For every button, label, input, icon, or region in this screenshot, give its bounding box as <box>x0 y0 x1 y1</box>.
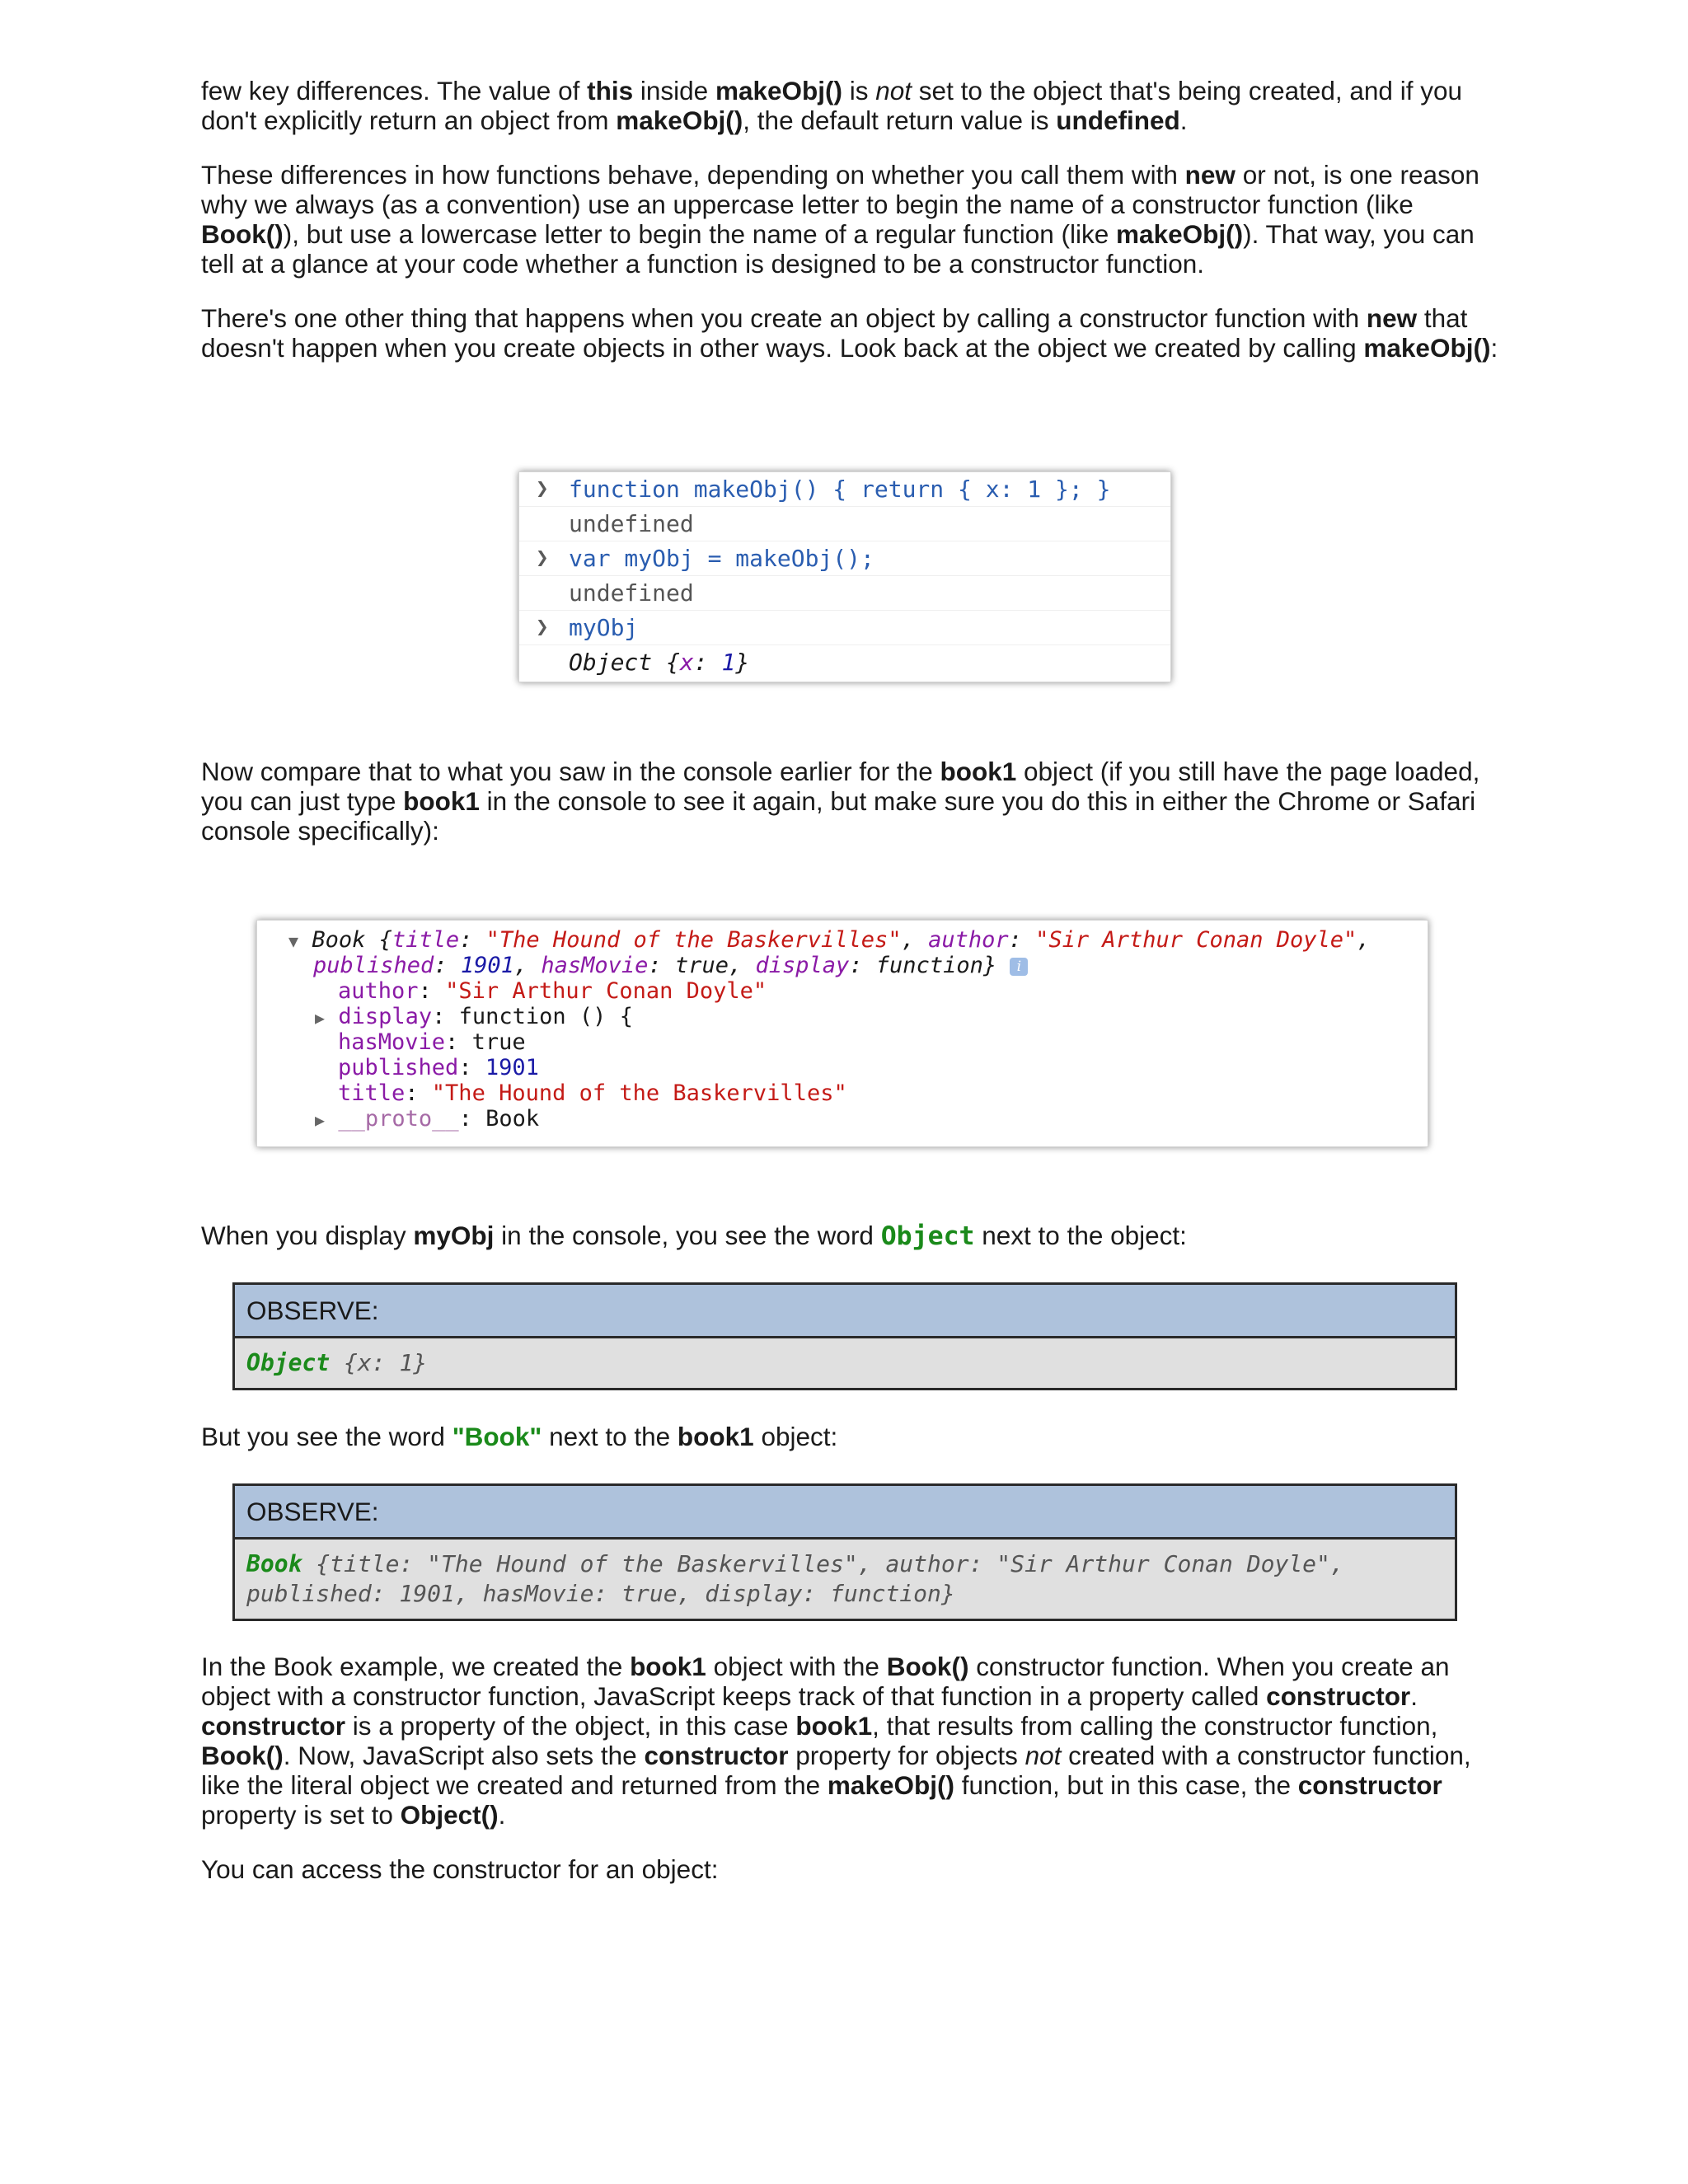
text-run: object with the <box>706 1652 887 1681</box>
text-run: is a property of the object, in this case <box>345 1711 796 1741</box>
console-line: published: 1901 <box>338 1055 539 1080</box>
code-term: this <box>587 76 634 105</box>
prop-value: "Sir Arthur Conan Doyle" <box>445 978 767 1004</box>
expand-triangle-icon[interactable]: ▶ <box>315 1008 326 1028</box>
text-run: { <box>365 927 392 953</box>
text-run: : <box>693 649 722 676</box>
code-term: makeObj() <box>715 76 842 105</box>
console-output: undefined <box>569 510 694 537</box>
prop-value: "The Hound of the Baskervilles" <box>431 1080 847 1106</box>
info-icon[interactable]: i <box>1010 958 1028 976</box>
result-key: x <box>679 649 694 676</box>
code-term: Book() <box>886 1652 969 1681</box>
text-run: created with a constructor function, like the literal object we created and returned from the <box>201 1741 1471 1800</box>
console-line: author: "Sir Arthur Conan Doyle" <box>338 978 767 1004</box>
text-run: , <box>1357 927 1371 953</box>
paragraph-3 <box>201 303 1503 363</box>
console-line <box>519 507 1170 541</box>
prompt-chevron-icon: ❯ <box>536 615 549 640</box>
prop-key: title <box>392 927 460 953</box>
observe-code <box>235 1540 1455 1619</box>
code-term: makeObj() <box>827 1770 954 1800</box>
code-type: Book <box>246 1550 302 1577</box>
code-term: constructor <box>1297 1770 1442 1800</box>
console-input: var myObj = makeObj(); <box>569 545 874 572</box>
code-term: Object() <box>400 1800 499 1830</box>
text-run: set to the object that's being created, and if you don't explicitly return an object from <box>201 76 1462 135</box>
text-run: or not, is one reason why we always (as a convention) use an uppercase letter to begin the name of a constructor function (like <box>201 160 1479 219</box>
console-input: myObj <box>569 614 639 641</box>
prop-value: true <box>471 1029 526 1055</box>
text-run: . <box>1410 1681 1418 1711</box>
observe-heading: OBSERVE: <box>235 1486 1455 1540</box>
code-term: book1 <box>940 757 1017 786</box>
code-type: Object <box>246 1349 331 1376</box>
code-term: undefined <box>1056 105 1180 135</box>
expand-triangle-icon[interactable]: ▶ <box>315 1110 326 1130</box>
console-line <box>519 576 1170 611</box>
text-run: few key differences. The value of <box>201 76 588 105</box>
code-term-green: Object <box>880 1221 975 1251</box>
code-term: new <box>1184 160 1236 190</box>
paragraph-2 <box>201 160 1503 279</box>
paragraph-8 <box>201 1854 1503 1884</box>
console-screenshot-book1 <box>256 920 1428 1147</box>
text-run: inside <box>633 76 715 105</box>
prompt-chevron-icon: ❯ <box>536 546 549 570</box>
observe-heading: OBSERVE: <box>235 1285 1455 1338</box>
observe-box <box>232 1483 1457 1621</box>
text-run: object (if you still have the page loaded, you can just type <box>201 757 1480 816</box>
text-run: . <box>1179 105 1188 135</box>
prop-value: function () { <box>458 1004 633 1029</box>
prop-value: 1901 <box>485 1055 539 1080</box>
text-run: There's one other thing that happens when you create an object by calling a constructor function with <box>201 303 1367 333</box>
text-run: You can access the constructor for an object: <box>201 1854 719 1884</box>
text-run: in the console, you see the word <box>494 1221 881 1250</box>
code-term-green: "Book" <box>452 1422 542 1451</box>
console-line: ▼ Book {title: "The Hound of the Baskervilles", author: "Sir Arthur Conan Doyle", <box>288 927 1371 953</box>
prop-value: "The Hound of the Baskervilles" <box>485 927 902 953</box>
text-run: property for objects <box>788 1741 1025 1770</box>
prop-key: display <box>755 953 850 978</box>
console-line <box>519 541 1170 576</box>
prompt-chevron-icon: ❯ <box>536 476 549 501</box>
code-term: constructor <box>644 1741 789 1770</box>
code-term: makeObj() <box>616 105 743 135</box>
console-line <box>519 645 1170 679</box>
console-line: title: "The Hound of the Baskervilles" <box>338 1080 847 1106</box>
prop-key: display <box>338 1004 433 1029</box>
prop-key: published <box>313 953 434 978</box>
text-run: } <box>735 649 750 676</box>
code-term: book1 <box>795 1711 873 1741</box>
text-run: Now compare that to what you saw in the console earlier for the <box>201 757 940 786</box>
text-run: {title: "The Hound of the Baskervilles", author: "Sir Arthur Conan Doyle", <box>302 1550 1344 1577</box>
code-term: book1 <box>630 1652 706 1681</box>
console-line: hasMovie: true <box>338 1029 526 1055</box>
result-value: 1 <box>721 649 736 676</box>
text-run: object: <box>753 1422 838 1451</box>
console-line: ▶ __proto__: Book <box>315 1106 540 1132</box>
text-run: that doesn't happen when you create objects in other ways. Look back at the object we created by calling <box>201 303 1468 363</box>
paragraph-5 <box>201 1221 1503 1251</box>
text-run: constructor function. When you create an object with a constructor function, JavaScript keeps track of that function in a property called <box>201 1652 1450 1711</box>
text-run: next to the object: <box>974 1221 1187 1250</box>
text-run: {x: 1} <box>330 1349 428 1376</box>
console-result <box>569 645 749 679</box>
text-run: next to the <box>542 1422 678 1451</box>
prop-value: 1901 <box>460 953 514 978</box>
text-run: , <box>901 927 929 953</box>
observe-box <box>232 1282 1457 1390</box>
text-run: in the console to see it again, but make sure you do this in either the Chrome or Safari console specifically): <box>201 786 1476 846</box>
text-run: But you see the word <box>201 1422 452 1451</box>
text-run: { <box>652 649 680 676</box>
code-term: makeObj() <box>1116 219 1244 249</box>
prop-value: "Sir Arthur Conan Doyle" <box>1035 927 1357 953</box>
prop-value: function} <box>875 953 997 978</box>
prop-key: __proto__ <box>338 1106 459 1132</box>
code-term: new <box>1366 303 1418 333</box>
console-line: published: 1901, hasMovie: true, display: function} i <box>313 953 1028 978</box>
text-run: is <box>842 76 876 105</box>
prop-key: author <box>338 978 419 1004</box>
emphasis: not <box>875 76 912 105</box>
console-input: function makeObj() { return { x: 1 }; } <box>569 476 1111 503</box>
prop-key: published <box>338 1055 459 1080</box>
text-run: function, but in this case, the <box>954 1770 1298 1800</box>
text-run: published: 1901, hasMovie: true, display: function} <box>246 1580 955 1607</box>
collapse-triangle-icon[interactable]: ▼ <box>288 931 299 951</box>
text-run: , that results from calling the constructor function, <box>872 1711 1438 1741</box>
prop-value: true <box>674 953 729 978</box>
code-term: book1 <box>403 786 480 816</box>
console-line: ▶ display: function () { <box>315 1004 633 1029</box>
text-run: . <box>498 1800 506 1830</box>
emphasis: not <box>1025 1741 1062 1770</box>
code-term: constructor <box>201 1711 346 1741</box>
code-term: book1 <box>677 1422 754 1451</box>
text-run: : <box>1490 333 1498 363</box>
text-run: When you display <box>201 1221 414 1250</box>
document-page <box>201 76 1503 387</box>
code-term: Book() <box>201 1741 284 1770</box>
result-type: Object <box>569 649 653 676</box>
text-run: . Now, JavaScript also sets the <box>283 1741 645 1770</box>
text-run: ). That way, you can tell at a glance at your code whether a function is designed to be a constructor function. <box>201 219 1475 279</box>
console-line <box>519 472 1170 507</box>
code-term: constructor <box>1266 1681 1411 1711</box>
paragraph-7 <box>201 1652 1503 1830</box>
text-run: ), but use a lowercase letter to begin the name of a regular function (like <box>283 219 1117 249</box>
code-term: makeObj() <box>1363 333 1491 363</box>
text-run: property is set to <box>201 1800 401 1830</box>
console-screenshot-makeobj <box>518 471 1171 682</box>
prop-key: author <box>928 927 1009 953</box>
code-term: Book() <box>201 219 284 249</box>
console-output: undefined <box>569 579 694 607</box>
object-type: Book <box>312 927 366 953</box>
paragraph-4 <box>201 757 1503 846</box>
paragraph-1 <box>201 76 1503 135</box>
prop-value: Book <box>485 1106 540 1132</box>
text-run: These differences in how functions behave, depending on whether you call them with <box>201 160 1185 190</box>
text-run: , the default return value is <box>743 105 1057 135</box>
console-line <box>519 611 1170 645</box>
prop-key: hasMovie <box>338 1029 446 1055</box>
prop-key: hasMovie <box>541 953 649 978</box>
paragraph-6 <box>201 1422 1503 1451</box>
code-term: myObj <box>413 1221 495 1250</box>
observe-code <box>235 1338 1455 1388</box>
text-run: In the Book example, we created the <box>201 1652 631 1681</box>
prop-key: title <box>338 1080 406 1106</box>
